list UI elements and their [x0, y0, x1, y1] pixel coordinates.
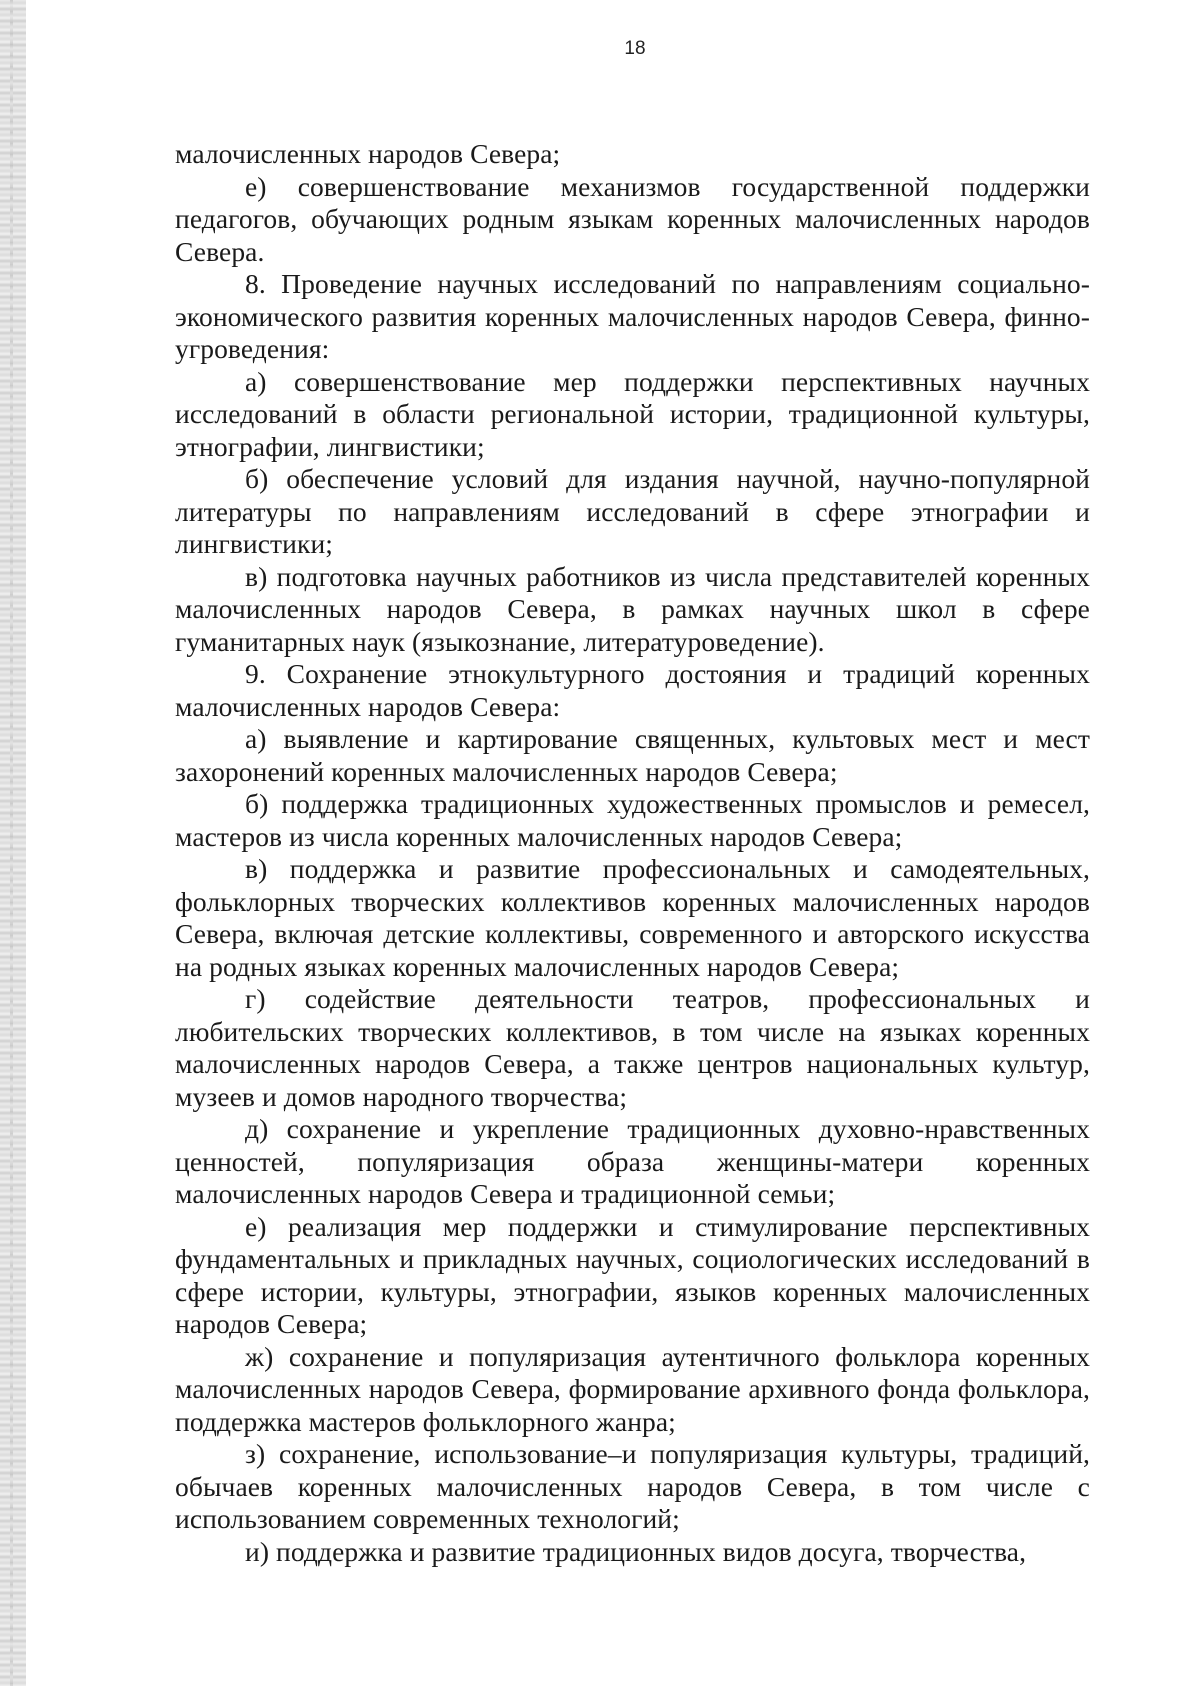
- paragraph-item-i: и) поддержка и развитие традиционных видов досуга, творчества,: [245, 1535, 1027, 1567]
- scan-edge-artifact: [0, 0, 26, 1686]
- paragraph-item-a: а) выявление и картирование священных, культовых мест и мест захоронений коренных малочисленных народов Севера;: [175, 723, 1090, 787]
- paragraph-item-e: е) совершенствование механизмов государственной поддержки педагогов, обучающих родным языкам коренных малочисленных народов Севера.: [175, 170, 1090, 267]
- paragraph-item-e: е) реализация мер поддержки и стимулирование перспективных фундаментальных и прикладных научных, социологических исследований в сфере истории, культуры, этнографии, языков коренных малочисленных народов Севера;: [175, 1210, 1090, 1339]
- paragraph-section-9: 9. Сохранение этнокультурного достояния и традиций коренных малочисленных народов Севера:: [175, 658, 1090, 722]
- paragraph-item-zh: ж) сохранение и популяризация аутентичного фольклора коренных малочисленных народов Севера, формирование архивного фонда фольклора, поддержка мастеров фольклорного жанра;: [175, 1340, 1090, 1437]
- paragraph-continuation: малочисленных народов Севера;: [175, 138, 561, 169]
- paragraph-item-d: д) сохранение и укрепление традиционных духовно-нравственных ценностей, популяризация образа женщины-матери коренных малочисленных народов Севера и традиционной семьи;: [175, 1113, 1090, 1209]
- paragraph-item-v: в) подготовка научных работников из числа представителей коренных малочисленных народов Севера, в рамках научных школ в сфере гуманитарных наук (языкознание, литературоведение).: [175, 560, 1090, 657]
- paragraph-item-z: з) сохранение, использование–и популяризация культуры, традиций, обычаев коренных малочисленных народов Севера, в том числе с использованием современных технологий;: [175, 1438, 1090, 1534]
- paragraph-section-8: 8. Проведение научных исследований по направлениям социально-экономического развития коренных малочисленных народов Севера, финно-угроведения:: [175, 268, 1090, 364]
- paragraph-item-a: а) совершенствование мер поддержки перспективных научных исследований в области региональной истории, традиционной культуры, этнографии, лингвистики;: [175, 365, 1090, 462]
- paragraph-item-b: б) обеспечение условий для издания научной, научно-популярной литературы по направлениям исследований в сфере этнографии и лингвистики;: [175, 463, 1090, 559]
- document-body: [175, 138, 1090, 1568]
- paragraph-item-b: б) поддержка традиционных художественных промыслов и ремесел, мастеров из числа коренных малочисленных народов Севера;: [175, 788, 1090, 852]
- page-number: 18: [624, 38, 646, 59]
- paragraph-item-g: г) содействие деятельности театров, профессиональных и любительских творческих коллективов, в том числе на языках коренных малочисленных народов Севера, а также центров национальных культур, музеев и домов народного творчества;: [175, 983, 1090, 1112]
- paragraph-item-v: в) поддержка и развитие профессиональных и самодеятельных, фольклорных творческих коллективов коренных малочисленных народов Севера, включая детские коллективы, современного и авторского искусства на родных языках коренных малочисленных народов Севера;: [175, 853, 1090, 982]
